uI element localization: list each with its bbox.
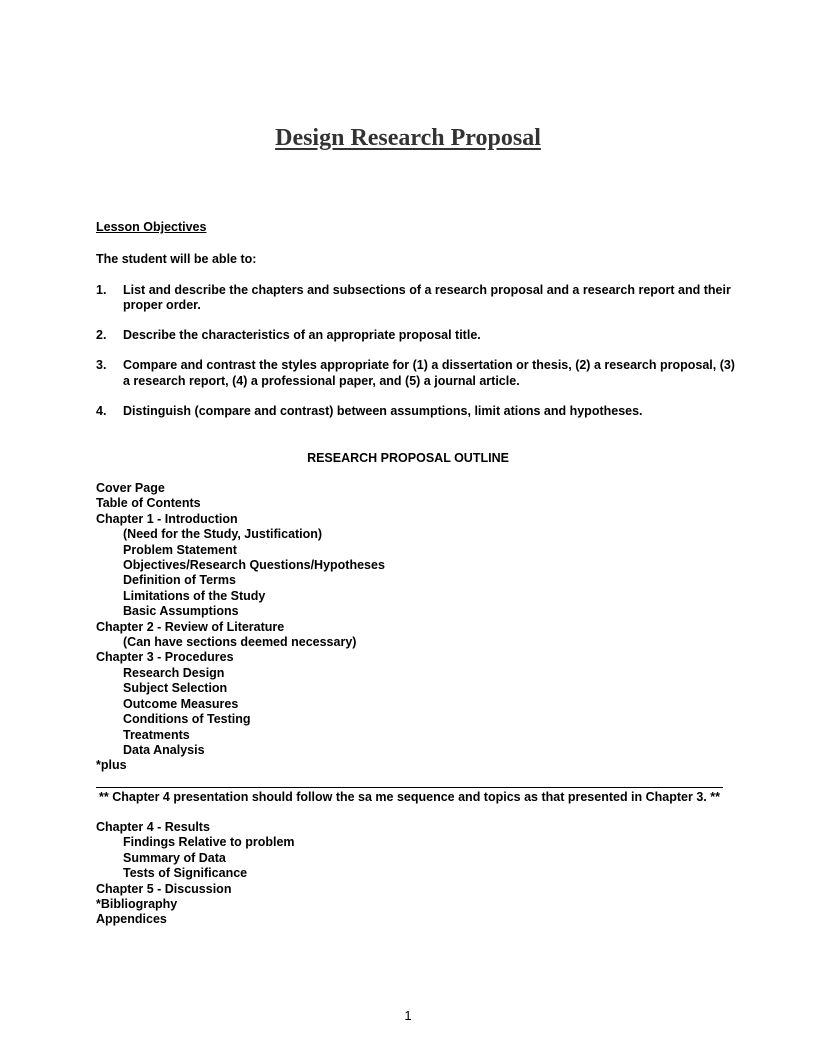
objective-text: List and describe the chapters and subsections of a research proposal and a research report and their proper order.: [123, 283, 731, 313]
outline-subitem: Conditions of Testing: [123, 712, 251, 727]
objective-text: Describe the characteristics of an appropriate proposal title.: [123, 328, 481, 343]
objectives-intro: The student will be able to:: [96, 252, 257, 266]
objective-text: Distinguish (compare and contrast) between assumptions, limit ations and hypotheses.: [123, 403, 643, 418]
outline-subitem: Problem Statement: [123, 542, 237, 557]
outline-subitem: Outcome Measures: [123, 696, 239, 711]
outline-subitem: (Need for the Study, Justification): [123, 527, 323, 542]
objective-item: [96, 358, 736, 389]
outline-chapter: Chapter 4 - Results: [96, 820, 210, 834]
outline-subitem: Findings Relative to problem: [123, 835, 295, 850]
outline-subitem: Tests of Significance: [123, 866, 248, 881]
outline-subitem: (Can have sections deemed necessary): [123, 635, 357, 650]
outline-chapter: Chapter 5 - Discussion: [96, 881, 232, 896]
research-proposal-outline: [96, 481, 736, 774]
outline-chapter: Chapter 3 - Procedures: [96, 650, 234, 665]
outline-subitem: Data Analysis: [123, 742, 205, 757]
outline-item: Cover Page: [96, 481, 165, 495]
objective-number: 1.: [96, 283, 107, 297]
outline-subitem: Summary of Data: [123, 850, 226, 865]
page-number: 1: [404, 1008, 412, 1023]
objective-item: [96, 404, 736, 419]
outline-subitem: Subject Selection: [123, 681, 228, 696]
outline-chapter: Chapter 1 - Introduction: [96, 511, 238, 526]
objective-number: 2.: [96, 328, 107, 343]
research-proposal-outline-continued: [96, 820, 736, 928]
objective-number: 3.: [96, 358, 107, 373]
outline-item: *plus: [96, 758, 127, 773]
objective-number: 4.: [96, 403, 107, 418]
outline-item: Table of Contents: [96, 496, 201, 511]
section-divider: [96, 787, 723, 788]
outline-item: Appendices: [96, 912, 167, 927]
objective-text: Compare and contrast the styles appropriate for (1) a dissertation or thesis, (2) a research proposal, (3) a research report, (4) a professional paper, and (5) a journal article.: [123, 358, 735, 388]
objectives-list: [96, 283, 736, 434]
chapter-4-note: ** Chapter 4 presentation should follow the sa me sequence and topics as that presented in Chapter 3. **: [99, 790, 720, 804]
outline-subitem: Research Design: [123, 665, 225, 680]
objective-item: [96, 283, 736, 314]
outline-subitem: Basic Assumptions: [123, 604, 239, 619]
outline-heading: RESEARCH PROPOSAL OUTLINE: [307, 451, 509, 465]
outline-subitem: Objectives/Research Questions/Hypotheses: [123, 558, 385, 573]
objective-item: [96, 328, 736, 343]
outline-subitem: Definition of Terms: [123, 573, 236, 588]
document-title: Design Research Proposal: [275, 125, 541, 151]
outline-item: *Bibliography: [96, 897, 178, 912]
outline-subitem: Limitations of the Study: [123, 588, 266, 603]
outline-subitem: Treatments: [123, 727, 190, 742]
outline-chapter: Chapter 2 - Review of Literature: [96, 619, 285, 634]
lesson-objectives-heading: Lesson Objectives: [96, 220, 207, 234]
